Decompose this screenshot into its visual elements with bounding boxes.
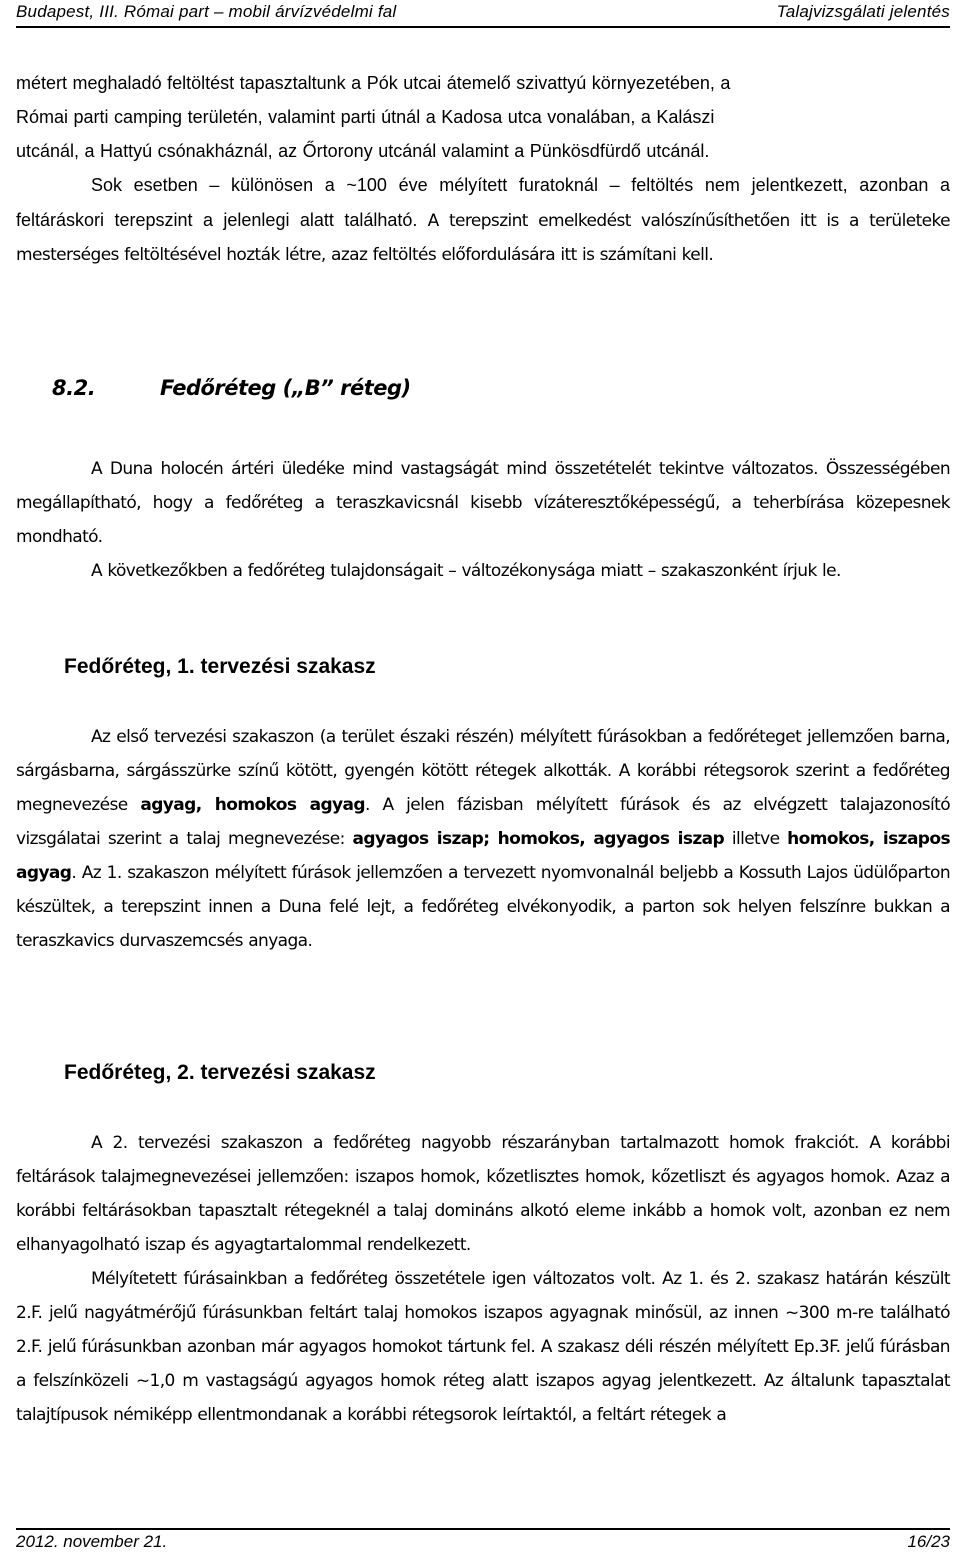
sub1-text-1: Az első tervezési szakaszon (a terület északi részén) mélyített fúrásokban a fedőréteget jellemzően barna, sárgásbarna, sárgásszürke színű kötött, gyengén kötött rétegek alkották. A korábbi rétegsorok szerint a fedőréteg megnevezése [16, 727, 950, 815]
subsection-1-block [16, 720, 950, 958]
header-rule [16, 26, 950, 28]
section-paragraph-1: A Duna holocén ártéri üledéke mind vastagságát mind összetételét tekintve változatos. Összességében megállapítható, hogy a fedőréteg a teraszkavicsnál kisebb vízáteresztőképességű, a teherbírása közepesnek mondható. [16, 459, 950, 547]
subsection-1-paragraph [16, 720, 950, 958]
intro-line-3: utcánál, a Hattyú csónakháznál, az Őrtorony utcánál valamint a Pünkösdfürdő utcánál. [16, 141, 710, 161]
sub1-text-3: illetve [724, 829, 788, 849]
section-number: 8.2. [52, 376, 96, 400]
sub1-bold-2: agyagos iszap; homokos, agyagos iszap [352, 829, 725, 849]
footer-date: 2012. november 21. [16, 1532, 168, 1551]
intro-paragraph-2a: Sok esetben – különösen a ~100 éve mélyített furatoknál – feltöltés nem jelentkezett, azonban a feltáráskori terepszint a jelenlegi alatt található. [16, 175, 950, 230]
section-paragraph-2: A következőkben a fedőréteg tulajdonságait – változékonysága miatt – szakaszonként írjuk le. [91, 561, 841, 581]
subsection-2-paragraph-2: Mélyítetett fúrásainkban a fedőréteg összetétele igen változatos volt. Az 1. és 2. szakasz határán készült 2.F. jelű nagyátmérőjű fúrásunkban feltárt talaj homokos iszapos agyagnak minősül, az innen ~300 m-re található 2.F. jelű fúrásunkban azonban már agyagos homokot tártunk fel. A szakasz déli részén mélyített Ep.3F. jelű fúrásban a felszínközeli ~1,0 m vastagságú agyagos homok réteg alatt iszapos agyag jelentkezett. Az általunk tapasztalat talajtípusok némiképp ellentmondanak a korábbi rétegsorok leírtaktól, a feltárt rétegek a [16, 1269, 950, 1425]
sub1-text-2: . A jelen fázisban mélyített fúrások és az elvégzett talajazonosító vizsgálatai szerint a talaj megnevezése: [16, 795, 951, 849]
subsection-2-block [16, 1126, 950, 1432]
section-intro-block [16, 452, 950, 588]
section-title: Fedőréteg („B” réteg) [160, 376, 411, 400]
page-footer [16, 1528, 950, 1557]
subsection-2-paragraph-1: A 2. tervezési szakaszon a fedőréteg nagyobb részarányban tartalmazott homok frakciót. A korábbi feltárások talajmegnevezései jellemzően: iszapos homok, kőzetlisztes homok, kőzetliszt és agyagos homok. Azaz a korábbi feltárásokban tapasztalt rétegeknél a talaj domináns alkotó eleme inkább a homok volt, azonban ez nem elhanyagolható iszap és agyagtartalommal rendelkezett. [16, 1133, 950, 1255]
sub1-text-4: . Az 1. szakaszon mélyített fúrások jellemzően a tervezett nyomvonalnál beljebb a Kossuth Lajos üdülőparton készültek, a terepszint innen a Duna felé lejt, a fedőréteg elvékonyodik, a parton sok helyen felszínre bukkan a teraszkavics durvaszemcsés anyaga. [16, 863, 950, 951]
header-document-location: Budapest, III. Római part – mobil árvízvédelmi fal [16, 2, 397, 21]
subsection-1-heading: Fedőréteg, 1. tervezési szakasz [64, 655, 376, 678]
intro-line-2: Római parti camping területén, valamint parti útnál a Kadosa utca vonalában, a Kalászi [16, 107, 715, 127]
intro-block [16, 66, 950, 272]
subsection-2-heading: Fedőréteg, 2. tervezési szakasz [64, 1061, 376, 1084]
sub1-bold-3: homokos, iszapos agyag [16, 829, 950, 883]
intro-paragraph-1 [16, 66, 950, 168]
page-header [0, 0, 960, 26]
intro-paragraph-2b: A terepszint emelkedést valószínűsíthetően itt is a területeke mesterséges feltöltésével hozták létre, azaz feltöltés előfordulására itt is számítani kell. [16, 211, 950, 265]
intro-paragraph-2 [16, 168, 950, 272]
sub1-bold-1: agyag, homokos agyag [140, 795, 365, 815]
header-document-type: Talajvizsgálati jelentés [776, 2, 950, 21]
intro-line-1: métert meghaladó feltöltést tapasztaltunk a Pók utcai átemelő szivattyú környezetében, a [16, 73, 731, 93]
footer-page-number: 16/23 [907, 1532, 950, 1551]
section-heading [52, 376, 411, 400]
